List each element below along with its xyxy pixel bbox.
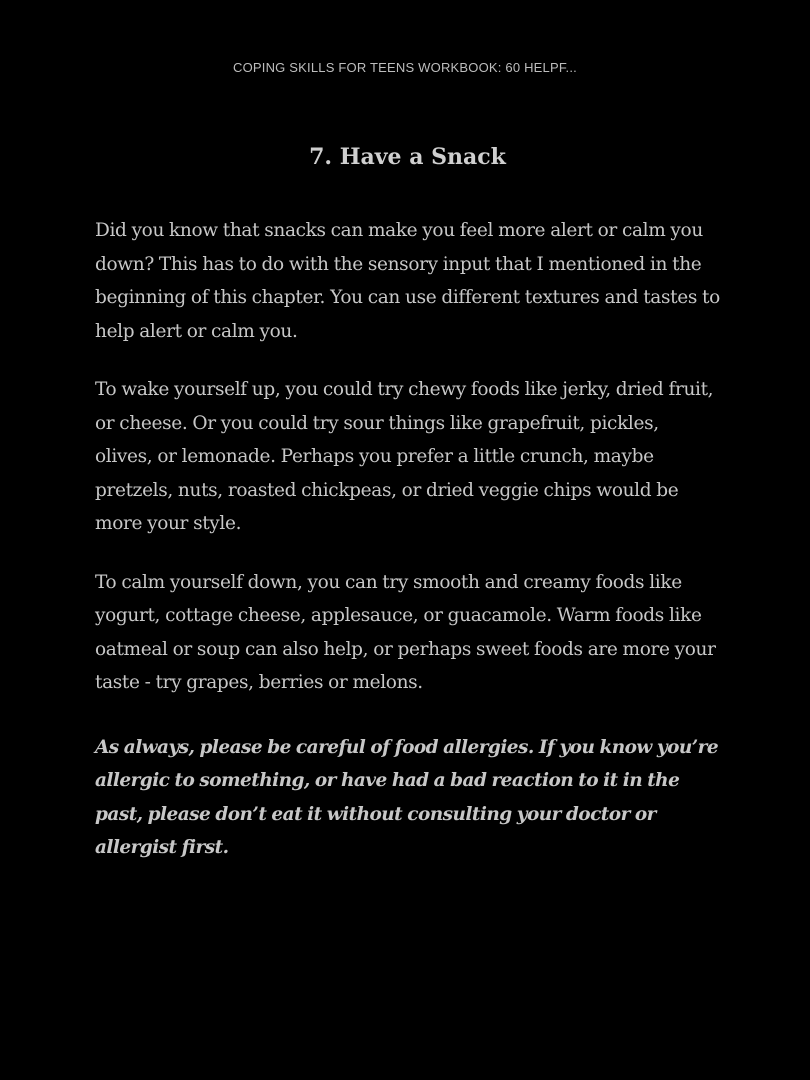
paragraph: Did you know that snacks can make you feel more alert or calm you down? This has to do with the sensory input that I mentioned in the beginning of this chapter. You can use different textures and tastes to help alert or calm you.	[95, 220, 720, 342]
paragraph: To wake yourself up, you could try chewy foods like jerky, dried fruit, or cheese. Or you could try sour things like grapefruit, pickles, olives, or lemonade. Perhaps you prefer a little crunch, maybe pretzels, nuts, roasted chickpeas, or dried veggie chips would be more your style.	[95, 379, 714, 534]
allergy-note: As always, please be careful of food allergies. If you know you’re allergic to something, or have had a bad reaction to it in the past, please don’t eat it without consulting your doctor or allergist first.	[95, 736, 719, 858]
section-heading: 7. Have a Snack	[309, 144, 506, 170]
book-title: COPING SKILLS FOR TEENS WORKBOOK: 60 HELPF...	[233, 60, 577, 75]
page-content	[95, 140, 720, 890]
paragraph: To calm yourself down, you can try smooth and creamy foods like yogurt, cottage cheese, applesauce, or guacamole. Warm foods like oatmeal or soup can also help, or perhaps sweet foods are more your taste - try grapes, berries or melons.	[95, 571, 716, 693]
